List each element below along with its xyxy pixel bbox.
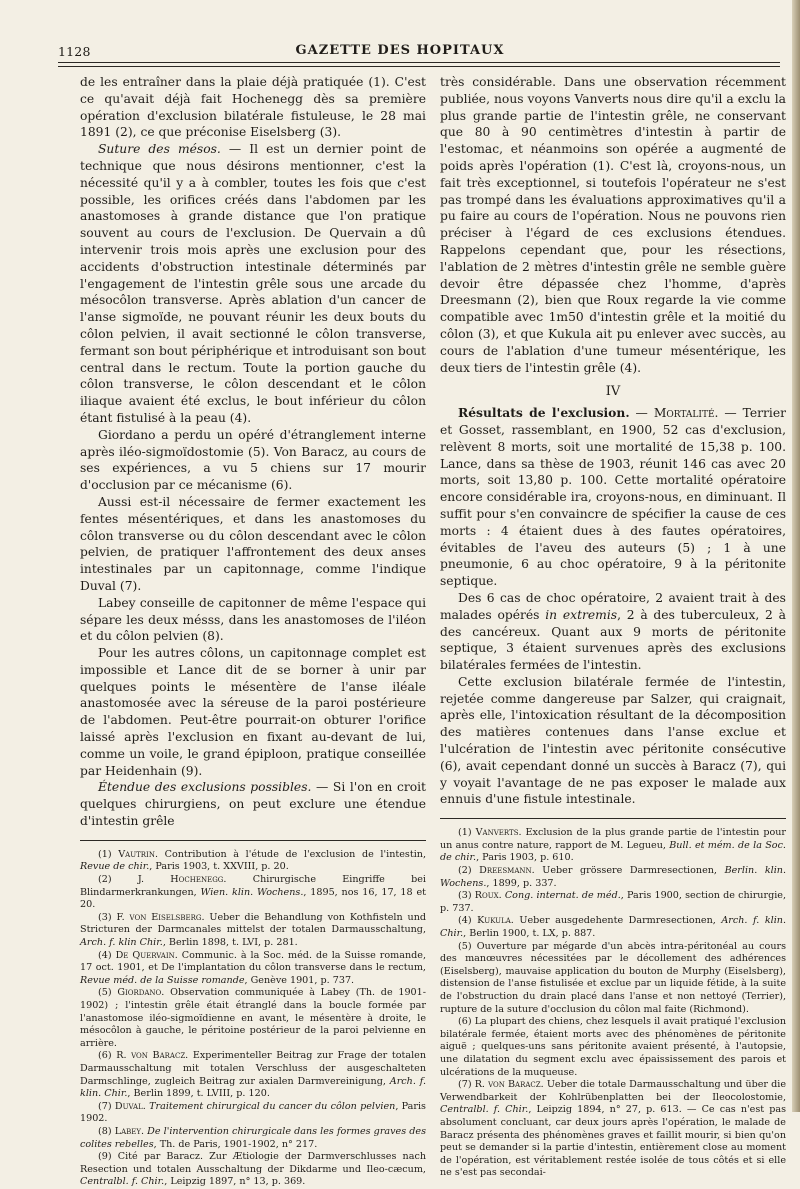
footnote: (5) Giordano. Observation communiquée à Labey (Th. de 1901-1902) ; l'intestin grêle était étranglé dans la boucle formée par l'anastomose iléo-sigmoïdienne en avant, le mésentère à droite, le mésocôlon à gauche, le péritoine postérieur de la paroi pelvienne en arrière. (80, 987, 427, 1049)
footnote: (7) Duval. Traitement chirurgical du cancer du côlon pelvien, Paris 1902. (80, 1100, 426, 1125)
paragraph: Giordano a perdu un opéré d'étranglement interne après iléo-sigmoïdostomie (5). Von Baracz, au cours de ses expériences, a vu 5 chiens sur 17 mourir d'occlusion par ce mécanisme (6). (80, 427, 426, 493)
footnote: (3) F. von Eiselsberg. Ueber die Behandlung von Kothfisteln und Stricturen der Darmcanales mittelst der totalen Darmausschaltung, Arch. f. klin Chir., Berlin 1898, t. LVI, p. 281. (80, 911, 427, 949)
footnote: (6) R. von Baracz. Experimenteller Beitrag zur Frage der totalen Darmausschaltung mit totalen Verschluss der ausgeschalteten Darmschlinge, zugleich Beitrag zur axialen Darmvereinigung, Arch. f. klin. Chir., Berlin 1899, t. LVIII, p. 120. (80, 1050, 427, 1100)
page-edge-shadow (792, 0, 800, 1112)
footnote: (1) Vanverts. Exclusion de la plus grande partie de l'intestin pour un anus contre nature, rapport de M. Legueu, Bull. et mém. de la Soc. de chir., Paris 1903, p. 610. (440, 827, 787, 864)
footnote: (8) Labey. De l'intervention chirurgicale dans les formes graves des colites rebelles, Th. de Paris, 1901-1902, n° 217. (80, 1125, 426, 1150)
footnote: (2) Dreesmann. Ueber grössere Darmresectionen, Berlin. klin. Wochens., 1899, p. 337. (440, 865, 786, 889)
footnote: (6) La plupart des chiens, chez lesquels il avait pratiqué l'exclusion bilatérale fermée, étaient morts avec des phénomènes de péritonite aiguë ; quelques-uns sans péritonite avaient présenté, à l'autopsie, une dilatation du segment exclu avec épaississement des parois et ulcérations de la muqueuse. (440, 1016, 787, 1078)
footnote: (9) Cité par Baracz. Zur Ætiologie der Darmverschlusses nach Resection und totalen Ausschaltung der Dikdarme und Ileo-cæcum, Centralbl. f. Chir., Leipzig 1897, n° 13, p. 369. (80, 1151, 427, 1188)
footnote: (4) De Quervain. Communic. à la Soc. méd. de la Suisse romande, 17 oct. 1901, et De l'implantation du côlon transverse dans le rectum, Revue méd. de la Suisse romande, Genève 1901, p. 737. (80, 949, 427, 986)
paragraph: Labey conseille de capitonner de même l'espace qui sépare les deux mésss, dans les anastomoses de l'iléon et du côlon pelvien (8). (80, 595, 426, 644)
left-column (80, 74, 426, 1189)
paragraph-body: — Terrier et Gosset, rassemblant, en 1900, 52 cas d'exclusion, relèvent 8 morts, soit une mortalité de 15,38 p. 100. Lance, dans sa thèse de 1903, réunit 146 cas avec 20 morts, soit 13,80 p. 100. Cette mortalité opératoire encore considérable ira, croyons-nous, en diminuant. Il suffit pour s'en convaincre de spécifier la cause de ces morts : 4 étaient dues à des fautes opératoires, évitables de l'aveu des auteurs (5) ; 1 à une pneumonie, 6 au choc opératoire, 9 à la péritonite septique. (440, 406, 786, 589)
paragraph: Résultats de l'exclusion. — Mortalité. — Terrier et Gosset, rassemblant, en 1900, 52 cas d'exclusion, relèvent 8 morts, soit une mortalité de 15,38 p. 100. Lance, dans sa thèse de 1903, réunit 146 cas avec 20 morts, soit 13,80 p. 100. Cette mortalité opératoire encore considérable ira, croyons-nous, en diminuant. Il suffit pour s'en convaincre de spécifier la cause de ces morts : 4 étaient dues à des fautes opératoires, évitables de l'aveu des auteurs (5) ; 1 à une pneumonie, 6 au choc opératoire, 9 à la péritonite septique. (440, 405, 786, 589)
footnote: (1) Vautrin. Contribution à l'étude de l'exclusion de l'intestin, Revue de chir., Paris 1903, t. XXVIII, p. 20. (80, 848, 426, 873)
paragraph: Des 6 cas de choc opératoire, 2 avaient trait à des malades opérés in extremis, 2 à des tuberculeux, 2 à des cancéreux. Quant aux 9 morts de péritonite septique, 3 étaient survenues après des exclusions bilatérales fermées de l'intestin. (440, 590, 786, 673)
section-heading: Résultats de l'exclusion. (458, 405, 630, 421)
paragraph-lead: Suture des mésos. (98, 142, 221, 157)
paragraph: très considérable. Dans une observation récemment publiée, nous voyons Vanverts nous dire qu'il a exclu la plus grande partie de l'intestin grêle, ne conservant que 80 à 90 centimètres d'intestin à partir de l'estomac, et néanmoins son opérée a augmenté de poids après l'opération (1). C'est là, croyons-nous, un fait très exceptionnel, si toutefois l'opérateur ne s'est pas trompé dans les évaluations approximatives qu'il a pu faire au cours de l'opération. Nous ne pouvons rien préciser à l'égard de ces exclusions étendues. Rappelons cependant que, pour les résections, l'ablation de 2 mètres d'intestin grêle ne semble guère devoir être dépassée chez l'homme, d'après Dreesmann (2), bien que Roux regarde la vie comme compatible avec 1m50 d'intestin grêle et la moitié du côlon (3), et que Kukula ait pu enlever avec succès, au cours de l'ablation d'une tumeur mésentérique, les deux tiers de l'intestin grêle (4). (440, 75, 786, 375)
footnotes-left (80, 849, 426, 1189)
paragraph-body: — Il est un dernier point de technique que nous désirons mentionner, c'est la nécessité qu'il y a à combler, toutes les fois que c'est possible, les orifices créés dans l'abdomen par les anastomoses à grande distance que l'on pratique souvent au cours de l'exclusion. De Quervain a dû intervenir trois mois après une exclusion pour des accidents d'obstruction intestinale déterminés par l'engagement de l'intestin grêle sous une arcade du mésocôlon transverse. Après ablation d'un cancer de l'anse sigmoïde, ne pouvant réunir les deux bouts du côlon pelvien, il avait sectionné le côlon transverse, fermant son bout périphérique et introduisant son bout central dans le rectum. Toute la portion gauche du côlon transverse, le côlon descendant et le côlon iliaque avaient été exclus, le bout inférieur du côlon étant fistulisé à la peau (4). (80, 142, 426, 425)
right-column (440, 74, 786, 1180)
paragraph (80, 141, 426, 427)
footnote-rule (80, 840, 426, 841)
footnote: (3) Roux. Cong. internat. de méd., Paris 1900, section de chirurgie, p. 737. (440, 890, 787, 914)
running-head: GAZETTE DES HOPITAUX (295, 43, 505, 58)
footnote: (2) J. Hochenegg. Chirurgische Eingriffe bei Blindarmerkrankungen, Wien. klin. Wochens., 1895, nos 16, 17, 18 et 20. (80, 874, 427, 911)
paragraph: Cette exclusion bilatérale fermée de l'intestin, rejetée comme dangereuse par Salzer, qui craignait, après elle, l'intoxication résultant de la décomposition des matières contenues dans l'anse exclue et l'ulcération de l'intestin avec péritonite consécutive (6), avait cependant donné un succès à Baracz (7), qui y voyait l'avantage de ne pas exposer le malade aux ennuis d'une fistule intestinale. (440, 674, 786, 807)
footnote: (5) Ouverture par mégarde d'un abcès intra-péritonéal au cours des manœuvres nécessitées par le décollement des adhérences (Eiselsberg), mauvaise application du bouton de Murphy (Eiselsberg), distension de l'anse fistulisée et exclue par un liquide fétide, à la suite de l'obstruction du drain placé dans l'anse et non nettoyé (Terrier), rupture de la suture d'occlusion du côlon mal faite (Richmond). (440, 940, 787, 1015)
paragraph: Pour les autres côlons, un capitonnage complet est impossible et Lance dit de se borner à unir par quelques points le mésentère de l'anse iléale anastomosée avec la séreuse de la paroi postérieure de l'abdomen. Peut-être pourrait-on obturer l'orifice laissé après l'exclusion en fixant au-devant de lui, comme un voile, le grand épiploon, pratique conseillée par Heidenhain (9). (80, 646, 426, 778)
section-number: IV (605, 384, 621, 400)
paragraph (80, 779, 426, 829)
paragraph: de les entraîner dans la plaie déjà pratiquée (1). C'est ce qu'avait déjà fait Hochenegg dès sa première opération d'exclusion bilatérale fistuleuse, le 28 mai 1891 (2), ce que préconise Eiselsberg (3). (80, 75, 426, 140)
paragraph: Aussi est-il nécessaire de fermer exactement les fentes mésentériques, et dans les anastomoses du côlon transverse ou du côlon descendant avec le côlon pelvien, de pratiquer l'affrontement des deux anses intestinales par un capitonnage, comme l'indique Duval (7). (80, 494, 426, 593)
paragraph-body: — Si l'on en croit quelques chirurgiens, on peut exclure une étendue d'intestin grêle (80, 780, 426, 829)
header-rule (58, 62, 780, 67)
subheading: Mortalité. (653, 406, 719, 421)
footnotes-right (440, 827, 786, 1180)
footnote-rule (440, 818, 786, 819)
footnote: (7) R. von Baracz. Ueber die totale Darmausschaltung und über die Verwendbarkeit der Kohlrübenplatten bei der Ileocolostomie, Centralbl. f. Chir., Leipzig 1894, n° 27, p. 613. — Ce cas n'est pas absolument concluant, car deux jours après l'opération, le malade de Baracz présenta des phénomènes graves et faillit mourir, si bien qu'on peut se demander si la partie d'intestin, entièrement close au moment de l'opération, est véritablement restée isolée de tous côtés et si elle ne s'est pas secondai- (440, 1079, 786, 1179)
paragraph-lead: Étendue des exclusions possibles. (98, 780, 312, 795)
page-number: 1128 (58, 44, 91, 59)
footnote: (4) Kukula. Ueber ausgedehente Darmresectionen, Arch. f. klin. Chir., Berlin 1900, t. LX, p. 887. (440, 915, 787, 940)
